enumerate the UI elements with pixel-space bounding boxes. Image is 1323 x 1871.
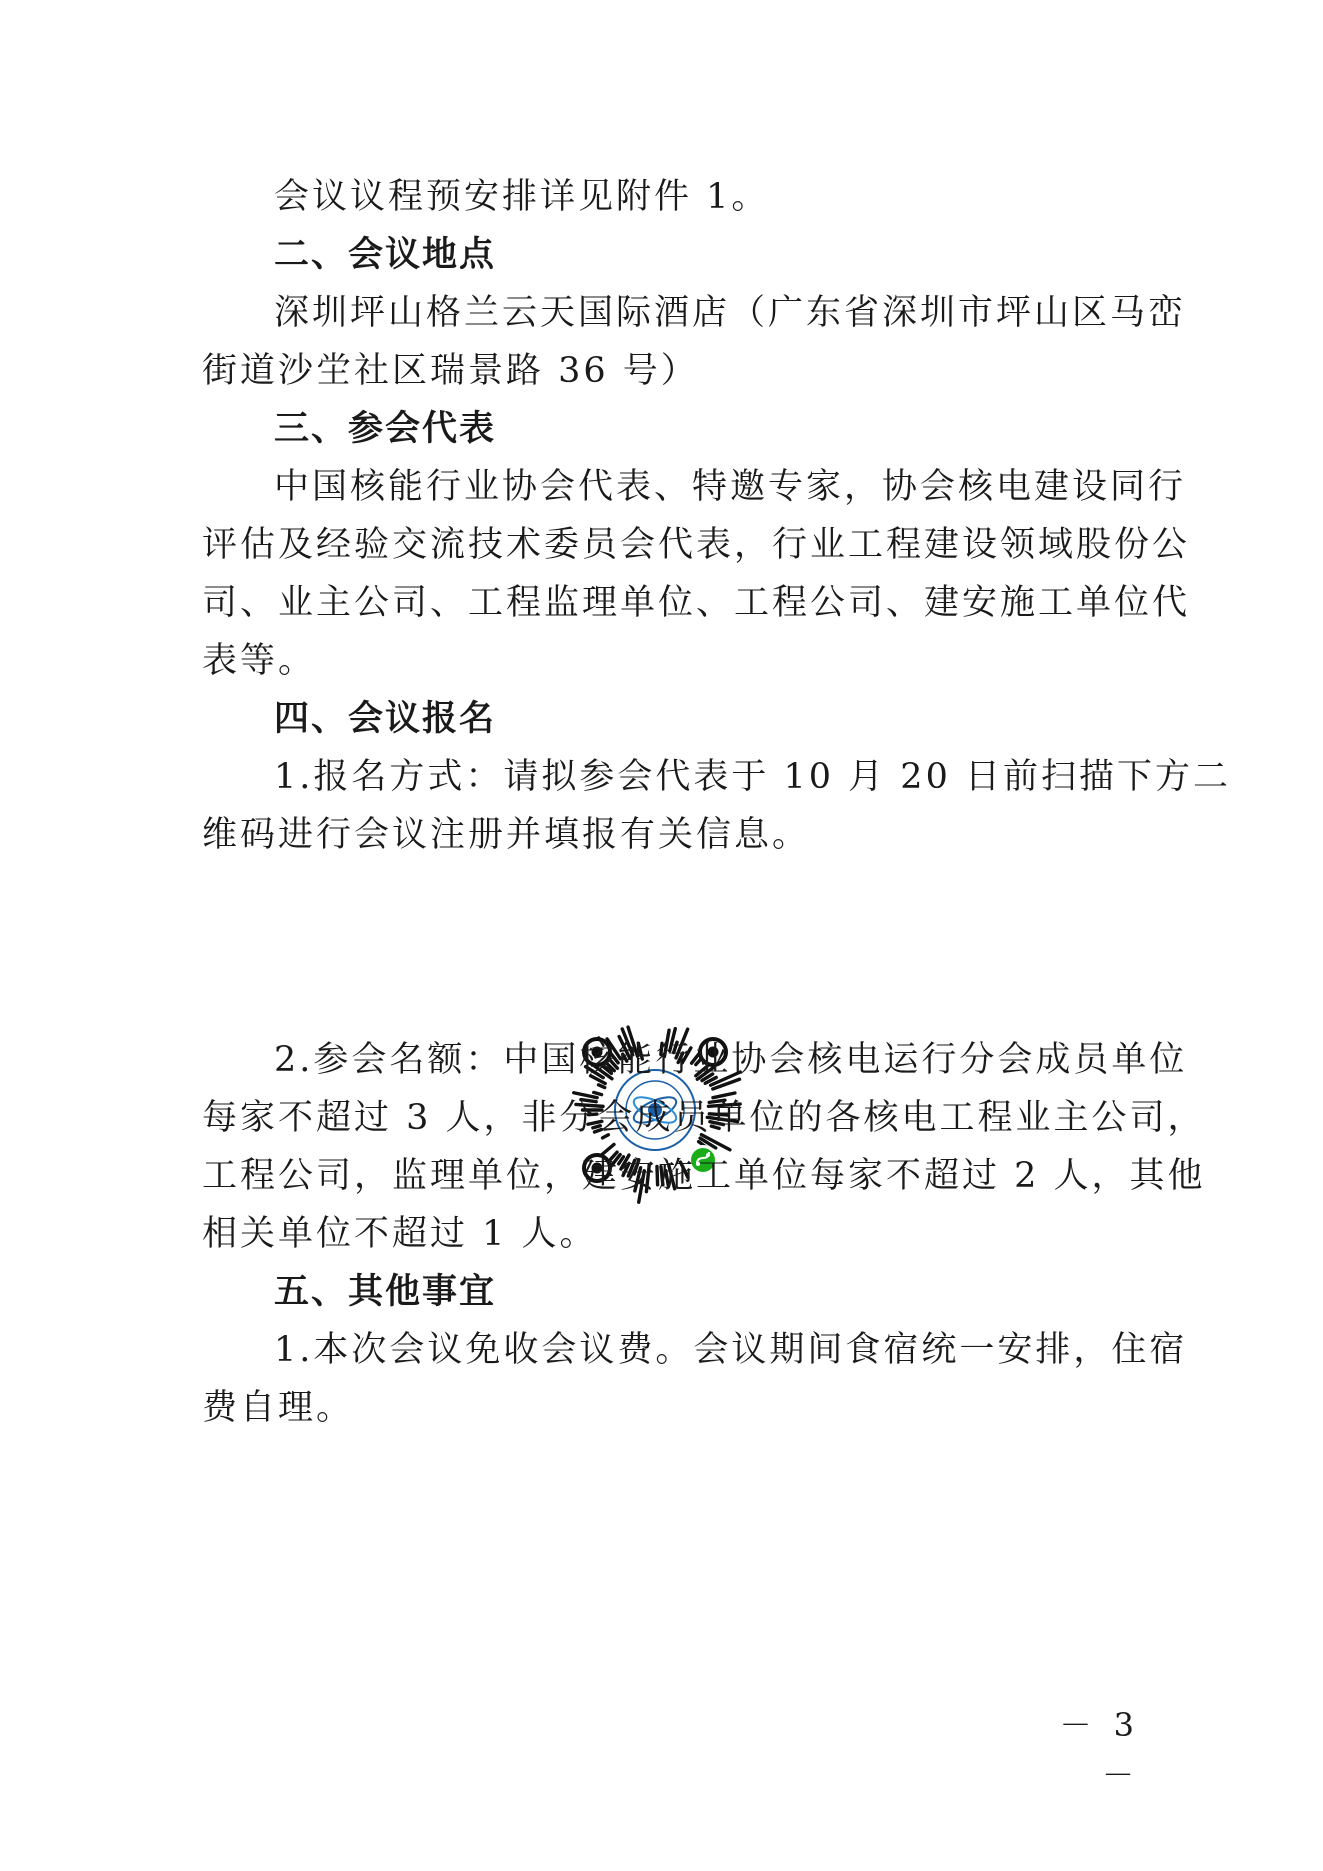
location-text-line-1: 深圳坪山格兰云天国际酒店（广东省深圳市坪山区马峦	[274, 293, 1187, 333]
attendees-text-line-2: 评估及经验交流技术委员会代表，行业工程建设领域股份公	[202, 525, 1191, 565]
attendees-text-line-4: 表等。	[202, 641, 317, 681]
section-heading-location: 二、会议地点	[274, 235, 497, 275]
other-text-line-2: 费自理。	[202, 1388, 355, 1428]
agenda-note: 会议议程预安排详见附件 1。	[274, 177, 770, 217]
registration-text-line-2: 维码进行会议注册并填报有关信息。	[202, 815, 811, 855]
attendees-text-line-3: 司、业主公司、工程监理单位、工程公司、建安施工单位代	[202, 583, 1191, 623]
section-heading-registration: 四、会议报名	[274, 699, 497, 739]
quota-text-line-2: 每家不超过 3 人，非分会成员单位的各核电工程业主公司，	[202, 1098, 1206, 1138]
registration-text-line-1: 1.报名方式：请拟参会代表于 10 月 20 日前扫描下方二	[274, 757, 1231, 797]
page-number: － 3 －	[1059, 1706, 1140, 1794]
quota-text-line-1: 2.参会名额：中国核能行业协会核电运行分会成员单位	[274, 1040, 1188, 1080]
attendees-text-line-1: 中国核能行业协会代表、特邀专家，协会核电建设同行	[274, 467, 1187, 507]
quota-text-line-4: 相关单位不超过 1 人。	[202, 1214, 598, 1254]
section-heading-other: 五、其他事宜	[274, 1272, 497, 1312]
location-text-line-2: 街道沙坣社区瑞景路 36 号）	[202, 351, 699, 391]
other-text-line-1: 1.本次会议免收会议费。会议期间食宿统一安排，住宿	[274, 1330, 1188, 1370]
quota-text-line-3: 工程公司，监理单位，建安施工单位每家不超过 2 人，其他	[202, 1156, 1206, 1196]
section-heading-attendees: 三、参会代表	[274, 409, 497, 449]
